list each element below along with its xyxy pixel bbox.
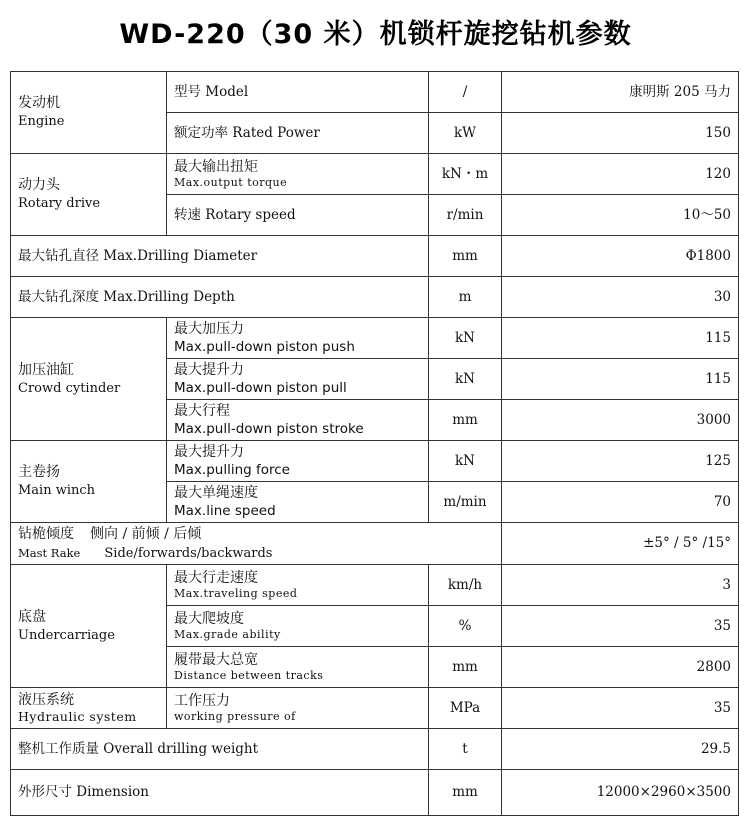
unit-cell: % bbox=[429, 606, 502, 647]
param-label-en: Max.traveling speed bbox=[174, 587, 298, 601]
table-row bbox=[11, 154, 739, 195]
value-cell: 30 bbox=[502, 277, 739, 318]
group-cell-engine bbox=[11, 72, 167, 154]
param-label bbox=[167, 647, 429, 688]
value-cell: 29.5 bbox=[502, 729, 739, 770]
unit-cell: mm bbox=[429, 647, 502, 688]
param-label-en: Max.output torque bbox=[174, 176, 288, 190]
value-cell: 35 bbox=[502, 606, 739, 647]
table-row bbox=[11, 523, 739, 565]
group-label-en: Crowd cytinder bbox=[18, 380, 121, 396]
group-cell-rotary bbox=[11, 154, 167, 236]
group-label-cn: 发动机 bbox=[18, 95, 60, 112]
group-label-cn: 主卷扬 bbox=[18, 464, 60, 481]
param-label-en: Max.pull-down piston push bbox=[174, 339, 355, 356]
value-cell: 115 bbox=[502, 318, 739, 359]
param-label-cn: 最大提升力 bbox=[174, 443, 244, 460]
rake-label-en: Mast Rake bbox=[18, 545, 81, 560]
param-label-cn: 最大输出扭矩 bbox=[174, 158, 258, 175]
unit-cell: kW bbox=[429, 113, 502, 154]
unit-cell: / bbox=[429, 72, 502, 113]
page-title: WD-220（30 米）机锁杆旋挖钻机参数 bbox=[119, 19, 632, 50]
value-cell: 10～50 bbox=[502, 195, 739, 236]
param-label-cn: 工作压力 bbox=[174, 692, 230, 709]
group-cell-undercarriage bbox=[11, 565, 167, 688]
group-label-en: Rotary drive bbox=[18, 196, 101, 212]
param-label-cn: 最大单绳速度 bbox=[174, 484, 258, 501]
table-row bbox=[11, 236, 739, 277]
group-label-cn: 底盘 bbox=[18, 608, 46, 625]
unit-cell: mm bbox=[429, 236, 502, 277]
value-cell: 70 bbox=[502, 482, 739, 523]
param-label: 额定功率 Rated Power bbox=[167, 113, 429, 154]
param-label bbox=[167, 606, 429, 647]
table-row bbox=[11, 770, 739, 816]
param-label-cn: 最大提升力 bbox=[174, 361, 244, 378]
value-cell: 3000 bbox=[502, 400, 739, 441]
param-label-en: Distance between tracks bbox=[174, 669, 324, 683]
unit-cell: t bbox=[429, 729, 502, 770]
value-cell: 125 bbox=[502, 441, 739, 482]
unit-cell: r/min bbox=[429, 195, 502, 236]
table-row bbox=[11, 72, 739, 113]
group-cell-winch bbox=[11, 441, 167, 523]
param-label bbox=[167, 441, 429, 482]
unit-cell: kN・m bbox=[429, 154, 502, 195]
value-cell: 2800 bbox=[502, 647, 739, 688]
value-cell: Φ1800 bbox=[502, 236, 739, 277]
group-label-en: Undercarriage bbox=[18, 627, 115, 643]
param-label: 整机工作质量 Overall drilling weight bbox=[11, 729, 429, 770]
param-label-cn: 最大加压力 bbox=[174, 320, 244, 337]
group-label-cn: 液压系统 bbox=[18, 691, 74, 708]
param-label: 最大钻孔深度 Max.Drilling Depth bbox=[11, 277, 429, 318]
mast-rake-label bbox=[11, 523, 502, 565]
value-cell: 12000×2960×3500 bbox=[502, 770, 739, 816]
param-label: 型号 Model bbox=[167, 72, 429, 113]
value-cell: 120 bbox=[502, 154, 739, 195]
group-cell-hydraulic bbox=[11, 688, 167, 729]
rake-dirs-cn: 侧向 / 前倾 / 后倾 bbox=[90, 525, 202, 542]
group-label-cn: 动力头 bbox=[18, 177, 60, 194]
param-label bbox=[167, 482, 429, 523]
table-row bbox=[11, 277, 739, 318]
group-label-cn: 加压油缸 bbox=[18, 361, 74, 378]
value-cell: 康明斯 205 马力 bbox=[502, 72, 739, 113]
param-label-cn: 最大行走速度 bbox=[174, 569, 258, 586]
unit-cell: m/min bbox=[429, 482, 502, 523]
param-label-cn: 最大爬坡度 bbox=[174, 610, 244, 627]
value-cell: 35 bbox=[502, 688, 739, 729]
param-label bbox=[167, 359, 429, 400]
value-cell: 3 bbox=[502, 565, 739, 606]
param-label: 最大钻孔直径 Max.Drilling Diameter bbox=[11, 236, 429, 277]
group-label-en: Hydraulic system bbox=[18, 709, 137, 725]
value-cell: ±5° / 5° /15° bbox=[502, 523, 739, 565]
param-label-en: Max.line speed bbox=[174, 503, 276, 520]
rake-dirs-en: Side/forwards/backwards bbox=[104, 545, 273, 561]
param-label bbox=[167, 565, 429, 606]
unit-cell: kN bbox=[429, 441, 502, 482]
param-label-cn: 最大行程 bbox=[174, 402, 230, 419]
param-label: 转速 Rotary speed bbox=[167, 195, 429, 236]
param-label bbox=[167, 154, 429, 195]
table-row bbox=[11, 441, 739, 482]
param-label-en: Max.pull-down piston pull bbox=[174, 380, 347, 397]
param-label bbox=[167, 400, 429, 441]
spec-table bbox=[10, 71, 739, 816]
table-row bbox=[11, 318, 739, 359]
unit-cell: kN bbox=[429, 318, 502, 359]
param-label bbox=[167, 688, 429, 729]
table-row bbox=[11, 688, 739, 729]
param-label-cn: 履带最大总宽 bbox=[174, 651, 258, 668]
unit-cell: MPa bbox=[429, 688, 502, 729]
param-label bbox=[167, 318, 429, 359]
unit-cell: mm bbox=[429, 400, 502, 441]
param-label-en: Max.pull-down piston stroke bbox=[174, 421, 364, 438]
param-label-en: Max.pulling force bbox=[174, 462, 290, 479]
unit-cell: km/h bbox=[429, 565, 502, 606]
group-label-en: Main winch bbox=[18, 483, 96, 499]
group-cell-crowd bbox=[11, 318, 167, 441]
rake-label-cn: 钻桅倾度 bbox=[18, 525, 74, 542]
param-label-en: Max.grade ability bbox=[174, 628, 281, 642]
group-label-en: Engine bbox=[18, 114, 65, 130]
value-cell: 150 bbox=[502, 113, 739, 154]
unit-cell: kN bbox=[429, 359, 502, 400]
param-label-en: working pressure of bbox=[174, 710, 296, 724]
value-cell: 115 bbox=[502, 359, 739, 400]
unit-cell: mm bbox=[429, 770, 502, 816]
unit-cell: m bbox=[429, 277, 502, 318]
param-label: 外形尺寸 Dimension bbox=[11, 770, 429, 816]
table-row bbox=[11, 565, 739, 606]
table-row bbox=[11, 729, 739, 770]
